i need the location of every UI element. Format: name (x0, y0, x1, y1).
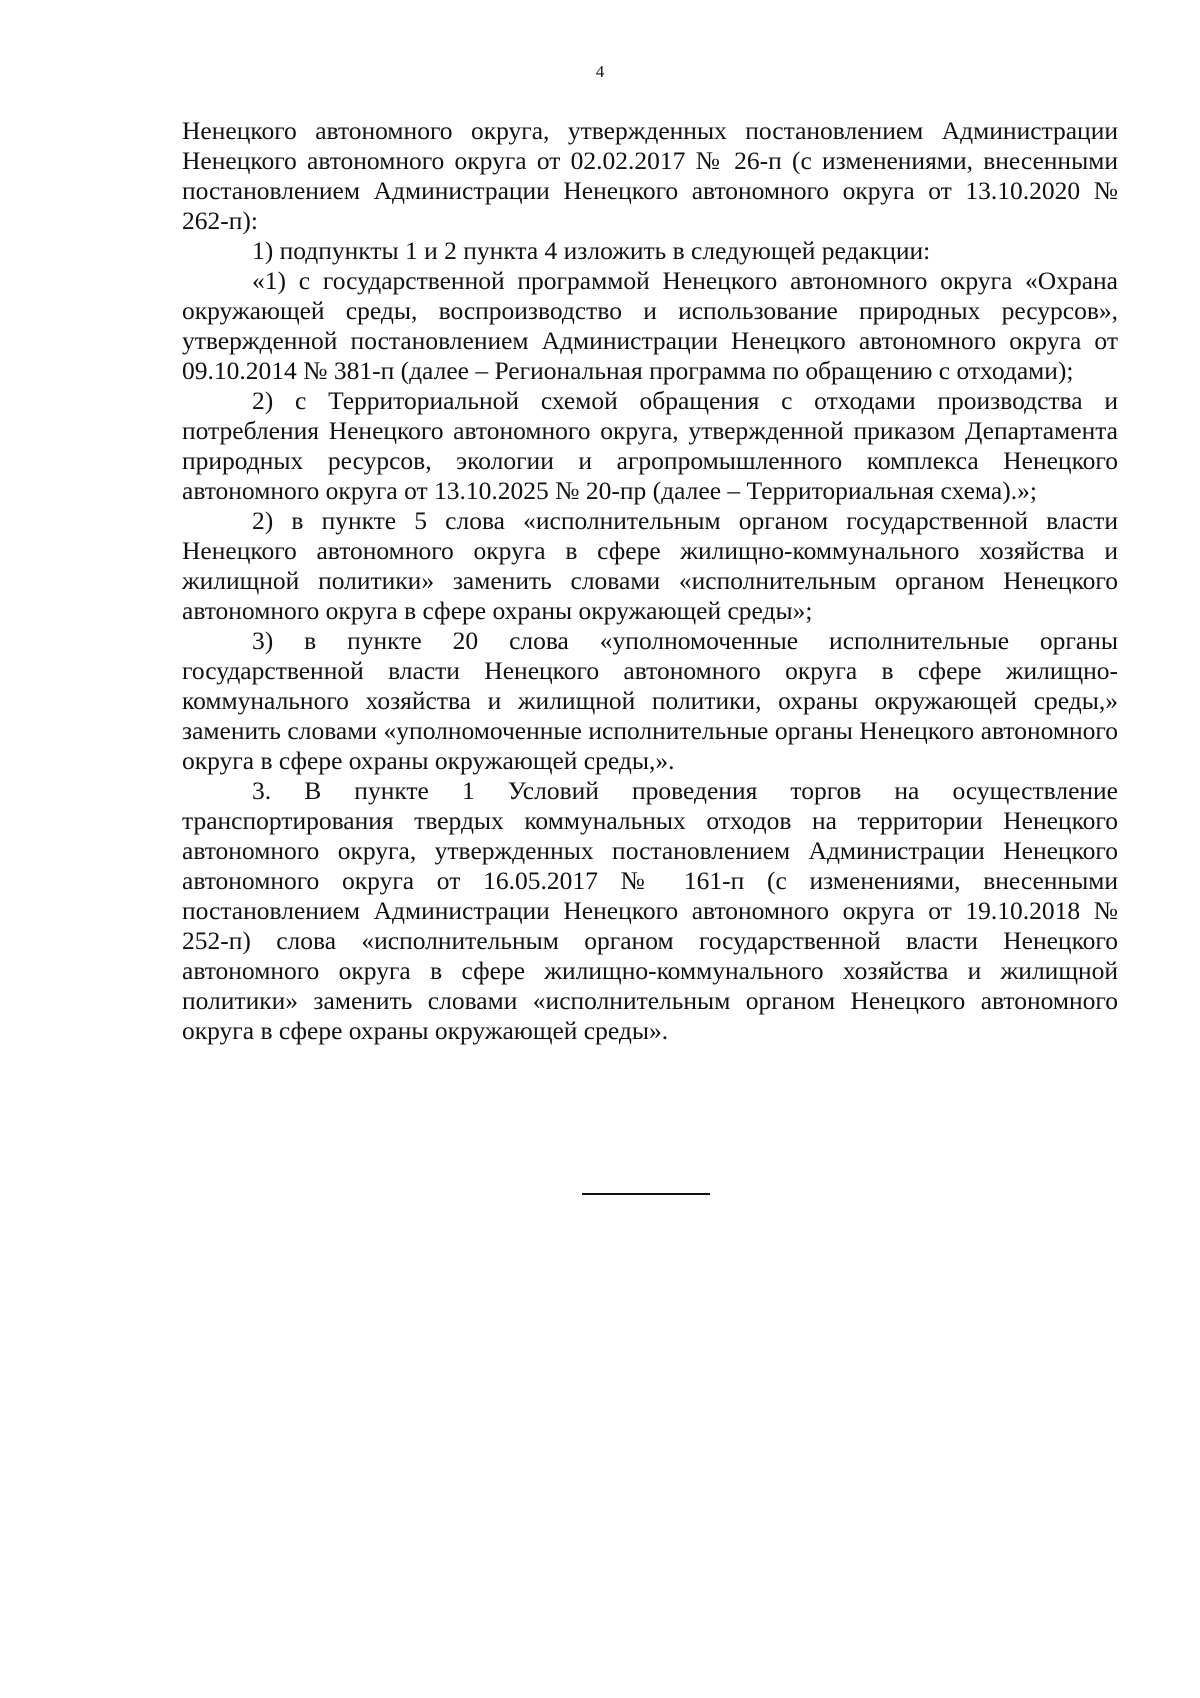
paragraph-continuation: Ненецкого автономного округа, утвержденных постановлением Администрации Ненецкого автономного округа от 02.02.2017 № 26-п (с изменениями, внесенными постановлением Администрации Ненецкого автономного округа от 13.10.2020 № 262-п): (182, 116, 1118, 235)
page-number: 4 (595, 62, 605, 81)
paragraph-item-1: 1) подпункты 1 и 2 пункта 4 изложить в следующей редакции: (252, 236, 931, 265)
end-divider-line (582, 1193, 710, 1195)
paragraph-item-3: 3) в пункте 20 слова «уполномоченные исполнительные органы государственной власти Ненецкого автономного округа в сфере жилищно-коммунального хозяйства и жилищной политики, охраны окружающей среды,» заменить словами «уполномоченные исполнительные органы Ненецкого автономного округа в сфере охраны окружающей среды,». (182, 626, 1118, 775)
paragraph-subitem-1: «1) с государственной программой Ненецкого автономного округа «Охрана окружающей среды, воспроизводство и использование природных ресурсов», утвержденной постановлением Администрации Ненецкого автономного округа от 09.10.2014 № 381-п (далее – Региональная программа по обращению с отходами); (182, 266, 1118, 385)
document-body (182, 116, 1118, 1046)
paragraph-section-3: 3. В пункте 1 Условий проведения торгов на осуществление транспортирования твердых коммунальных отходов на территории Ненецкого автономного округа, утвержденных постановлением Администрации Ненецкого автономного округа от 16.05.2017 № 161-п (с изменениями, внесенными постановлением Администрации Ненецкого автономного округа от 19.10.2018 № 252-п) слова «исполнительным органом государственной власти Ненецкого автономного округа в сфере жилищно-коммунального хозяйства и жилищной политики» заменить словами «исполнительным органом Ненецкого автономного округа в сфере охраны окружающей среды». (182, 776, 1118, 1045)
paragraph-subitem-2: 2) с Территориальной схемой обращения с отходами производства и потребления Ненецкого автономного округа, утвержденной приказом Департамента природных ресурсов, экологии и агропромышленного комплекса Ненецкого автономного округа от 13.10.2025 № 20-пр (далее – Территориальная схема).»; (182, 386, 1118, 505)
paragraph-item-2: 2) в пункте 5 слова «исполнительным органом государственной власти Ненецкого автономного округа в сфере жилищно-коммунального хозяйства и жилищной политики» заменить словами «исполнительным органом Ненецкого автономного округа в сфере охраны окружающей среды»; (182, 506, 1118, 625)
